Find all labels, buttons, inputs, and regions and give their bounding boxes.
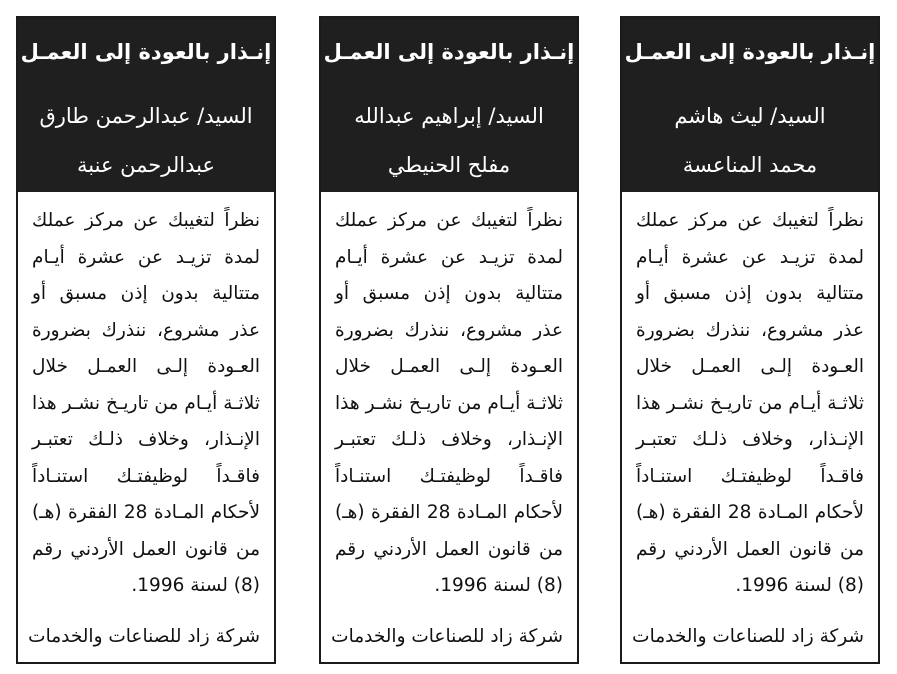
notice-body: نظراً لتغيبك عن مركز عملك لمدة تزيـد عن عشرة أيـام متتالية بدون إذن مسبق أو عذر مشروع، ننذرك بضرورة العـودة إلـى العمـل خلال ثلاثـة أيـام من تاريـخ نشـر هذا الإنـذار، وخلاف ذلـك تعتبـر فاقـداً لوظيفتـك استنـاداً لأحكام المـادة 28 الفقرة (هـ) من قانون العمل الأردني رقم (8) لسنة 1996.: [335, 210, 564, 596]
addressee-line-2: محمد المناعسة: [682, 153, 818, 177]
notice-signature: شركة زاد للصناعات والخدمات: [632, 626, 864, 647]
addressee-line-1: السيد/ ليث هاشم: [674, 104, 826, 128]
notice-right: [620, 16, 880, 664]
addressee-line-2: مفلح الحنيطي: [387, 153, 511, 177]
notice-header: [18, 18, 274, 192]
notice-title: إنـذار بالعودة إلى العمـل: [323, 40, 575, 64]
notice-middle: [319, 16, 579, 664]
notice-signature: شركة زاد للصناعات والخدمات: [28, 626, 260, 647]
notice-header: [622, 18, 878, 192]
notice-signature: شركة زاد للصناعات والخدمات: [331, 626, 563, 647]
notice-left: [16, 16, 276, 664]
notice-body: نظراً لتغيبك عن مركز عملك لمدة تزيـد عن عشرة أيـام متتالية بدون إذن مسبق أو عذر مشروع، ننذرك بضرورة العـودة إلـى العمـل خلال ثلاثـة أيـام من تاريـخ نشـر هذا الإنـذار، وخلاف ذلـك تعتبـر فاقـداً لوظيفتـك استنـاداً لأحكام المـادة 28 الفقرة (هـ) من قانون العمل الأردني رقم (8) لسنة 1996.: [636, 210, 865, 596]
notice-body: نظراً لتغيبك عن مركز عملك لمدة تزيـد عن عشرة أيـام متتالية بدون إذن مسبق أو عذر مشروع، ننذرك بضرورة العـودة إلـى العمـل خلال ثلاثـة أيـام من تاريـخ نشـر هذا الإنـذار، وخلاف ذلـك تعتبـر فاقـداً لوظيفتـك استنـاداً لأحكام المـادة 28 الفقرة (هـ) من قانون العمل الأردني رقم (8) لسنة 1996.: [32, 210, 261, 596]
notice-header: [321, 18, 577, 192]
addressee-line-2: عبدالرحمن عنبة: [77, 153, 215, 177]
addressee-line-1: السيد/ عبدالرحمن طارق: [39, 104, 253, 128]
notice-title: إنـذار بالعودة إلى العمـل: [20, 40, 272, 64]
notice-title: إنـذار بالعودة إلى العمـل: [624, 40, 876, 64]
addressee-line-1: السيد/ إبراهيم عبدالله: [354, 104, 544, 128]
